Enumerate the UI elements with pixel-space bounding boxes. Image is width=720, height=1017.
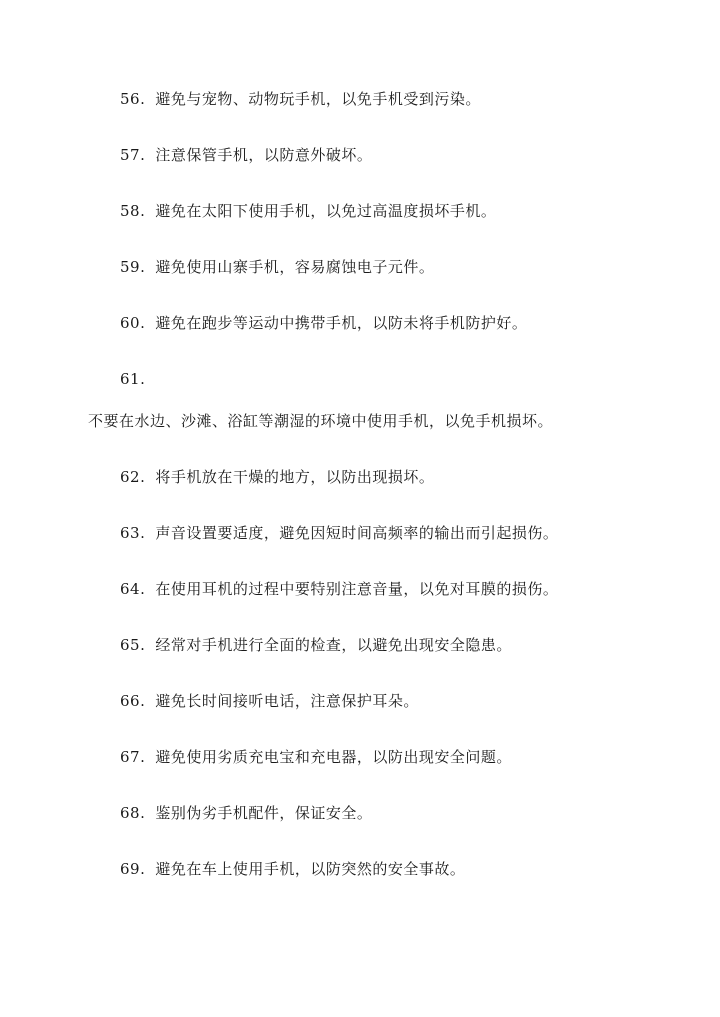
item-number: 67. <box>120 748 146 766</box>
item-number: 59. <box>120 258 146 276</box>
item-number: 64. <box>120 580 146 598</box>
item-number: 66. <box>120 692 146 710</box>
item-text: 避免使用山寨手机，容易腐蚀电子元件。 <box>155 258 435 276</box>
item-number: 68. <box>120 804 146 822</box>
list-item <box>120 369 155 389</box>
list-item-continuation <box>88 411 553 431</box>
item-text: 注意保管手机，以防意外破坏。 <box>155 146 373 164</box>
list-item <box>120 747 512 767</box>
list-item <box>120 313 527 333</box>
list-item <box>120 635 512 655</box>
list-item <box>120 467 434 487</box>
item-text: 避免使用劣质充电宝和充电器，以防出现安全问题。 <box>155 748 512 766</box>
item-text: 在使用耳机的过程中要特别注意音量，以免对耳膜的损伤。 <box>155 580 559 598</box>
item-number: 61. <box>120 370 146 388</box>
item-number: 63. <box>120 524 146 542</box>
list-item <box>120 145 372 165</box>
item-text: 不要在水边、沙滩、浴缸等潮湿的环境中使用手机，以免手机损坏。 <box>88 412 554 430</box>
item-text: 避免在车上使用手机，以防突然的安全事故。 <box>155 860 466 878</box>
list-item <box>120 523 558 543</box>
item-number: 57. <box>120 146 146 164</box>
item-text: 避免长时间接听电话，注意保护耳朵。 <box>155 692 419 710</box>
item-number: 58. <box>120 202 146 220</box>
item-number: 56. <box>120 90 146 108</box>
item-number: 62. <box>120 468 146 486</box>
item-text: 鉴别伪劣手机配件，保证安全。 <box>155 804 373 822</box>
item-text: 声音设置要适度，避免因短时间高频率的输出而引起损伤。 <box>155 524 559 542</box>
item-text: 经常对手机进行全面的检查，以避免出现安全隐患。 <box>155 636 512 654</box>
list-item <box>120 579 558 599</box>
item-number: 60. <box>120 314 146 332</box>
item-text: 将手机放在干燥的地方，以防出现损坏。 <box>155 468 435 486</box>
item-text: 避免与宠物、动物玩手机，以免手机受到污染。 <box>155 90 481 108</box>
item-number: 69. <box>120 860 146 878</box>
item-text: 避免在太阳下使用手机，以免过高温度损坏手机。 <box>155 202 497 220</box>
list-item <box>120 89 481 109</box>
item-text: 避免在跑步等运动中携带手机，以防未将手机防护好。 <box>155 314 528 332</box>
list-item <box>120 691 419 711</box>
list-item <box>120 803 372 823</box>
list-item <box>120 257 434 277</box>
item-number: 65. <box>120 636 146 654</box>
list-item <box>120 201 496 221</box>
list-item <box>120 859 465 879</box>
